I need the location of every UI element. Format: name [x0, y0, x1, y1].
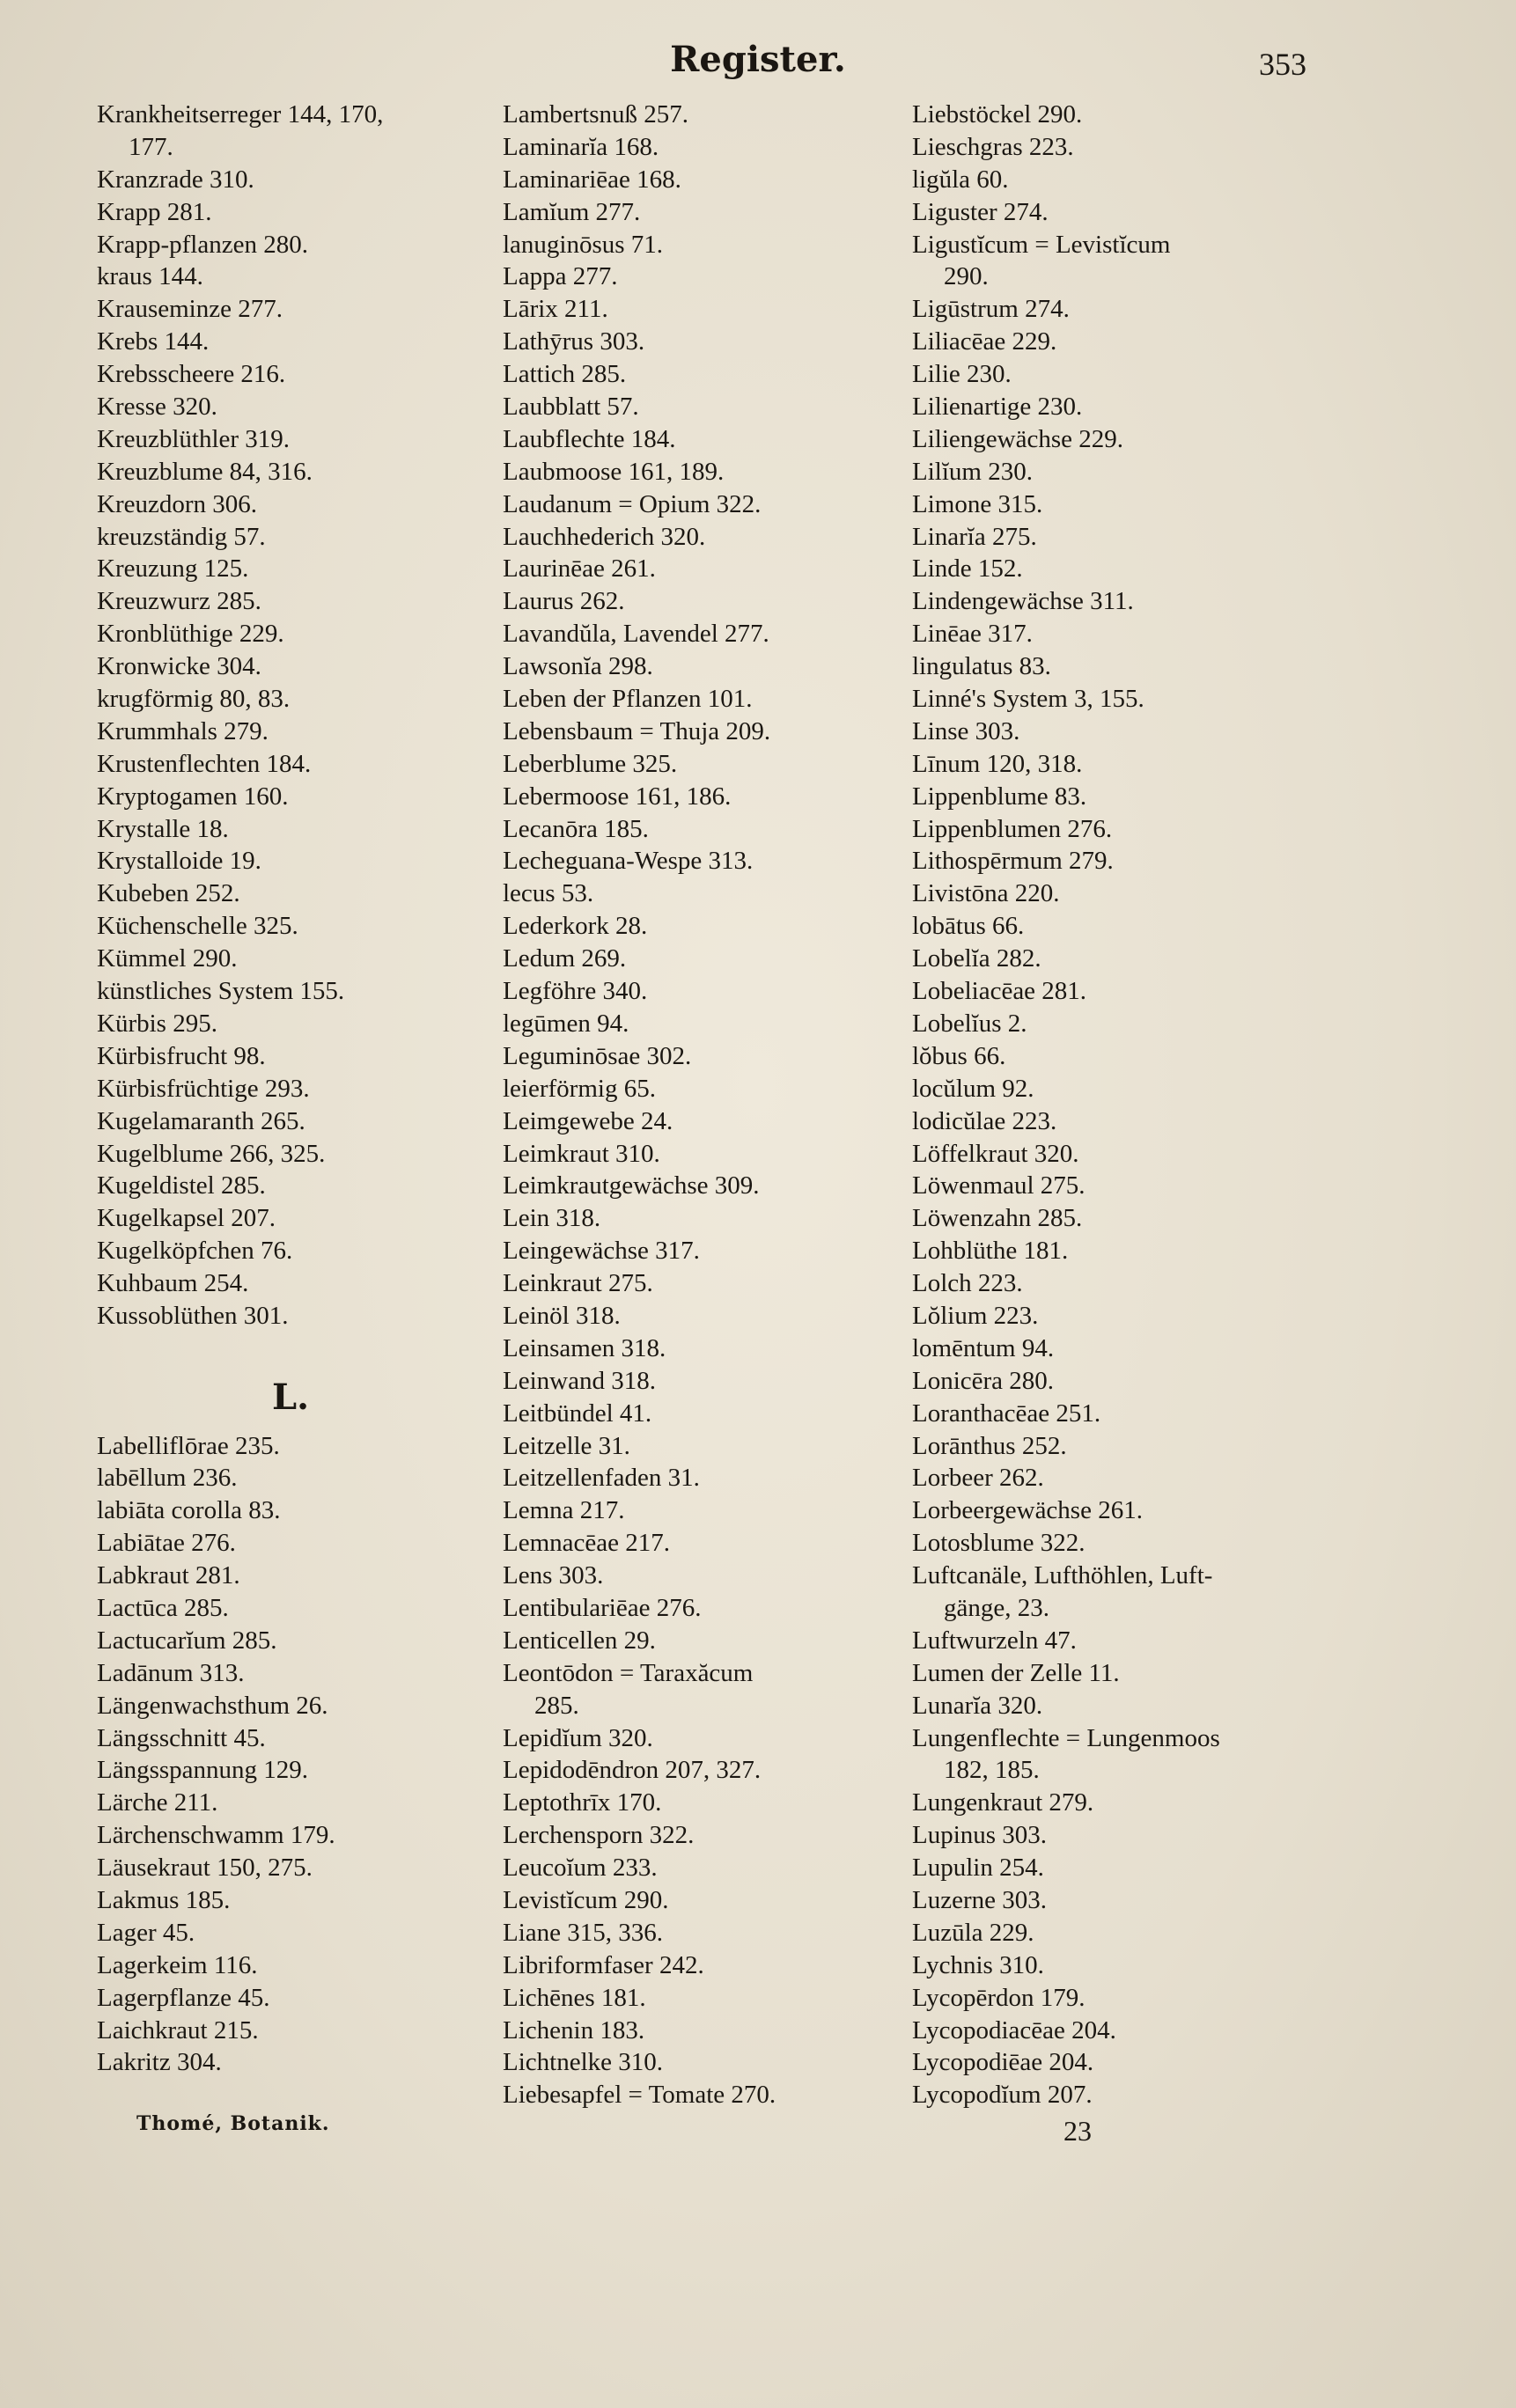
index-entry: Lemnacēae 217.: [503, 1529, 671, 1558]
index-entry: legūmen 94.: [503, 1009, 629, 1038]
index-entry: Libriformfaser 242.: [503, 1950, 704, 1979]
index-entry: Längsspannung 129.: [97, 1756, 309, 1785]
index-entry: Lupinus 303.: [912, 1821, 1048, 1850]
index-entry: Lärche 211.: [97, 1788, 218, 1817]
index-entry: Lathȳrus 303.: [503, 327, 645, 356]
index-entry: lecus 53.: [503, 879, 594, 908]
index-entry: Lungenkraut 279.: [912, 1788, 1094, 1817]
index-entry: Lager 45.: [97, 1918, 195, 1947]
index-entry: lanuginōsus 71.: [503, 230, 664, 259]
index-entry: Leitzelle 31.: [503, 1431, 630, 1460]
index-entry: Lattich 285.: [503, 360, 627, 389]
index-entry: Luftcanäle, Lufthöhlen, Luft-: [912, 1561, 1213, 1590]
index-entry: Leinkraut 275.: [503, 1269, 653, 1298]
index-entry: Levistĭcum 290.: [503, 1885, 669, 1914]
index-entry: Lārix 211.: [503, 295, 608, 324]
index-entry: Kreuzdorn 306.: [97, 489, 258, 518]
index-entry: Lorānthus 252.: [912, 1431, 1067, 1460]
index-entry: Luzerne 303.: [912, 1885, 1047, 1914]
index-entry: Lumen der Zelle 11.: [912, 1658, 1120, 1687]
index-entry: Leinwand 318.: [503, 1366, 656, 1395]
index-entry: Līnum 120, 318.: [912, 749, 1083, 778]
index-entry: lodicŭlae 223.: [912, 1106, 1057, 1135]
index-entry: Kürbis 295.: [97, 1009, 217, 1038]
index-entry: Linarĭa 275.: [912, 522, 1037, 551]
index-entry: Kubeben 252.: [97, 879, 240, 908]
index-entry: Läusekraut 150, 275.: [97, 1854, 313, 1883]
index-entry: Leptothrīx 170.: [503, 1788, 662, 1817]
index-entry: Ladānum 313.: [97, 1658, 245, 1687]
index-entry: Loranthacēae 251.: [912, 1399, 1101, 1428]
index-entry: Leinsamen 318.: [503, 1333, 666, 1362]
index-entry: Kreuzblüthler 319.: [97, 424, 291, 453]
index-entry: Liane 315, 336.: [503, 1918, 664, 1947]
index-entry: Krebsscheere 216.: [97, 360, 286, 389]
index-entry: Lärchenschwamm 179.: [97, 1821, 335, 1850]
index-entry: Lenticellen 29.: [503, 1626, 656, 1655]
index-entry: Liliengewächse 229.: [912, 424, 1123, 453]
index-entry: Löffelkraut 320.: [912, 1139, 1079, 1168]
index-entry: Küchenschelle 325.: [97, 912, 298, 941]
index-column-3: [912, 99, 1326, 2111]
index-entry: Krustenflechten 184.: [97, 749, 312, 778]
index-entry: Lakritz 304.: [97, 2048, 222, 2077]
index-entry: Längsschnitt 45.: [97, 1723, 266, 1752]
index-entry: Lederkork 28.: [503, 912, 648, 941]
index-entry: Lepidodēndron 207, 327.: [503, 1756, 762, 1785]
index-entry: Lycopodiacēae 204.: [912, 2015, 1116, 2045]
index-entry: Kugelköpfchen 76.: [97, 1237, 293, 1266]
index-entry: Limone 315.: [912, 489, 1043, 518]
index-entry: Labkraut 281.: [97, 1561, 240, 1590]
index-entry: Lorbeer 262.: [912, 1464, 1044, 1493]
index-entry: Krapp 281.: [97, 197, 212, 226]
footer-author-title: Thomé, Botanik.: [136, 2112, 330, 2135]
index-entry: Lactūca 285.: [97, 1593, 229, 1622]
index-entry: Lohblüthe 181.: [912, 1237, 1069, 1266]
index-entry: Leitzellenfaden 31.: [503, 1464, 700, 1493]
index-entry: krugförmig 80, 83.: [97, 685, 291, 714]
index-entry: Luftwurzeln 47.: [912, 1626, 1077, 1655]
index-entry: Lappa 277.: [503, 262, 618, 291]
index-entry: Kussoblüthen 301.: [97, 1301, 289, 1330]
index-entry: Lactucarĭum 285.: [97, 1626, 277, 1655]
index-entry: Lippenblumen 276.: [912, 814, 1113, 843]
index-entry: lobātus 66.: [912, 912, 1025, 941]
index-entry: Lakmus 185.: [97, 1886, 231, 1914]
index-entry: Ligūstrum 274.: [912, 295, 1070, 324]
index-entry: Lithospērmum 279.: [912, 847, 1114, 876]
index-entry: Lobelĭus 2.: [912, 1009, 1027, 1038]
index-entry: Lungenflechte = Lungenmoos: [912, 1723, 1220, 1752]
index-entry: Löwenmaul 275.: [912, 1171, 1085, 1200]
index-entry: Lieschgras 223.: [912, 132, 1074, 161]
index-entry: Laudanum = Opium 322.: [503, 489, 762, 518]
index-entry: Leucoĭum 233.: [503, 1854, 658, 1883]
index-entry: Kugelamaranth 265.: [97, 1106, 305, 1135]
index-entry: Liliacēae 229.: [912, 327, 1057, 356]
index-entry: Laminarĭa 168.: [503, 132, 659, 161]
index-entry: Laubblatt 57.: [503, 393, 639, 422]
index-entry: lingulatus 83.: [912, 652, 1051, 681]
index-entry: lomēntum 94.: [912, 1333, 1055, 1362]
index-entry: Krankheitserreger 144, 170,: [97, 100, 384, 128]
index-entry: Lauchhederich 320.: [503, 522, 706, 551]
index-entry: Labiātae 276.: [97, 1529, 236, 1558]
index-entry: labēllum 236.: [97, 1464, 238, 1493]
index-entry: Kreuzblume 84, 316.: [97, 457, 313, 486]
index-entry: Ledum 269.: [503, 944, 627, 973]
index-entry: Kronwicke 304.: [97, 652, 261, 681]
index-entry: Lotosblume 322.: [912, 1529, 1085, 1558]
index-entry: Lobelĭa 282.: [912, 944, 1041, 973]
index-entry: 177.: [129, 132, 173, 161]
index-entry: Kranzrade 310.: [97, 165, 254, 194]
index-entry: Livistōna 220.: [912, 879, 1060, 908]
index-entry: Lindengewächse 311.: [912, 587, 1134, 616]
index-entry: Laminariēae 168.: [503, 165, 681, 194]
index-entries-k: [97, 99, 484, 1332]
index-entry: Lepidĭum 320.: [503, 1723, 653, 1752]
page-number: 353: [1259, 47, 1306, 82]
index-entry: Laubmoose 161, 189.: [503, 457, 725, 486]
index-entry: labiāta corolla 83.: [97, 1496, 281, 1525]
index-entry: Lilienartige 230.: [912, 393, 1083, 422]
section-heading-l: L.: [271, 1376, 310, 1418]
index-entry: Ligustĭcum = Levistĭcum: [912, 230, 1171, 259]
index-entry: Leitbündel 41.: [503, 1399, 652, 1428]
index-entry: Laichkraut 215.: [97, 2015, 259, 2045]
index-entry: Labelliflōrae 235.: [97, 1431, 280, 1460]
index-entry: Lycopodĭum 207.: [912, 2081, 1093, 2110]
index-entry: Lawsonĭa 298.: [503, 652, 653, 681]
index-column-2: [503, 99, 890, 2111]
index-entry: Lichtnelke 310.: [503, 2048, 664, 2077]
index-entry: Kugeldistel 285.: [97, 1171, 266, 1200]
index-entry: Kreuzwurz 285.: [97, 587, 261, 616]
index-entry: Lychnis 310.: [912, 1950, 1044, 1979]
index-entry: Liguster 274.: [912, 197, 1049, 226]
index-entry: Legföhre 340.: [503, 977, 648, 1006]
index-entry: Kresse 320.: [97, 393, 217, 422]
index-entry: Leben der Pflanzen 101.: [503, 685, 753, 714]
index-entries-l: [97, 1430, 484, 2080]
index-entry: Lecanōra 185.: [503, 814, 649, 843]
index-entry: Leinöl 318.: [503, 1301, 621, 1330]
index-entry: Krebs 144.: [97, 327, 210, 356]
index-entry: Lebensbaum = Thuja 209.: [503, 716, 771, 745]
index-entry: Kronblüthige 229.: [97, 620, 284, 649]
signature-mark: 23: [1063, 2115, 1092, 2147]
index-entry: Lambertsnuß 257.: [503, 100, 689, 128]
index-entry: kreuzständig 57.: [97, 522, 266, 551]
index-entry: ligŭla 60.: [912, 165, 1009, 194]
index-entry: 285.: [534, 1691, 579, 1720]
index-entry: Lagerpflanze 45.: [97, 1983, 270, 2012]
index-entry: gänge, 23.: [944, 1593, 1049, 1622]
index-entry: Leimkrautgewächse 309.: [503, 1171, 760, 1200]
index-entry: Krystalloide 19.: [97, 847, 261, 876]
index-entry: Kugelblume 266, 325.: [97, 1139, 326, 1168]
index-entry: locŭlum 92.: [912, 1074, 1034, 1103]
index-entry: Lycopērdon 179.: [912, 1983, 1085, 2012]
index-entry: Kreuzung 125.: [97, 554, 249, 584]
index-entry: Lagerkeim 116.: [97, 1950, 258, 1979]
index-entry: Liebesapfel = Tomate 270.: [503, 2081, 776, 2110]
index-entry: Leingewächse 317.: [503, 1237, 700, 1266]
index-column-1: [97, 99, 484, 2079]
index-entry: Luzūla 229.: [912, 1918, 1034, 1947]
index-entry: 290.: [944, 262, 989, 291]
index-entry: Kürbisfrüchtige 293.: [97, 1074, 310, 1103]
index-entry: Löwenzahn 285.: [912, 1204, 1083, 1233]
index-entry: Laubflechte 184.: [503, 424, 676, 453]
index-entry: Kürbisfrucht 98.: [97, 1041, 266, 1070]
page-title: Register.: [670, 39, 846, 80]
index-entry: Lupulin 254.: [912, 1854, 1044, 1883]
index-entry: Kümmel 290.: [97, 944, 238, 973]
index-entry: Liebstöckel 290.: [912, 100, 1083, 128]
index-entry: Lavandŭla, Lavendel 277.: [503, 620, 769, 649]
index-entry: Lens 303.: [503, 1561, 604, 1590]
index-entry: Linēae 317.: [912, 620, 1033, 649]
index-entry: Leguminōsae 302.: [503, 1041, 692, 1070]
index-entry: Lichēnes 181.: [503, 1983, 646, 2012]
index-entry: Lilie 230.: [912, 360, 1012, 389]
index-entry: Lorbeergewächse 261.: [912, 1496, 1143, 1525]
index-entry: Leontōdon = Taraxăcum: [503, 1658, 754, 1687]
index-entry: Krauseminze 277.: [97, 295, 283, 324]
index-entry: kraus 144.: [97, 262, 203, 291]
index-entry: Laurus 262.: [503, 587, 625, 616]
index-entry: Kugelkapsel 207.: [97, 1204, 276, 1233]
index-entry: Lolch 223.: [912, 1269, 1023, 1298]
index-entry: 182, 185.: [944, 1756, 1040, 1785]
index-entry: Linné's System 3, 155.: [912, 685, 1144, 714]
index-entry: Lycopodiēae 204.: [912, 2048, 1094, 2077]
index-entry: künstliches System 155.: [97, 977, 345, 1006]
index-entry: Linse 303.: [912, 716, 1020, 745]
index-entry: leierförmig 65.: [503, 1074, 656, 1103]
index-entry: Krystalle 18.: [97, 814, 229, 843]
index-entry: Lentibulariēae 276.: [503, 1593, 702, 1622]
index-entry: Lonicēra 280.: [912, 1366, 1055, 1395]
index-entry: Lunarĭa 320.: [912, 1691, 1043, 1720]
index-entry: Krapp-pflanzen 280.: [97, 230, 308, 259]
index-entry: lŏbus 66.: [912, 1041, 1006, 1070]
index-entry: Lamĭum 277.: [503, 197, 641, 226]
index-entry: Leimgewebe 24.: [503, 1106, 673, 1135]
index-entry: Leberblume 325.: [503, 749, 678, 778]
index-entry: Kuhbaum 254.: [97, 1269, 249, 1298]
index-entry: Linde 152.: [912, 554, 1023, 584]
index-entry: Lilĭum 230.: [912, 457, 1033, 486]
index-entry: Kryptogamen 160.: [97, 782, 289, 811]
index-entry: Lerchensporn 322.: [503, 1821, 695, 1850]
index-entry: Lecheguana-Wespe 313.: [503, 847, 754, 876]
index-entry: Lobeliacēae 281.: [912, 977, 1087, 1006]
index-entry: Lebermoose 161, 186.: [503, 782, 732, 811]
index-entry: Leimkraut 310.: [503, 1139, 660, 1168]
index-entry: Lein 318.: [503, 1204, 601, 1233]
index-entry: Längenwachsthum 26.: [97, 1691, 328, 1720]
index-entry: Lichenin 183.: [503, 2015, 645, 2045]
index-entry: Lippenblume 83.: [912, 782, 1087, 811]
index-entry: Krummhals 279.: [97, 716, 269, 745]
index-entry: Lemna 217.: [503, 1496, 625, 1525]
index-entry: Laurinēae 261.: [503, 554, 656, 584]
index-entry: Lŏlium 223.: [912, 1301, 1039, 1330]
